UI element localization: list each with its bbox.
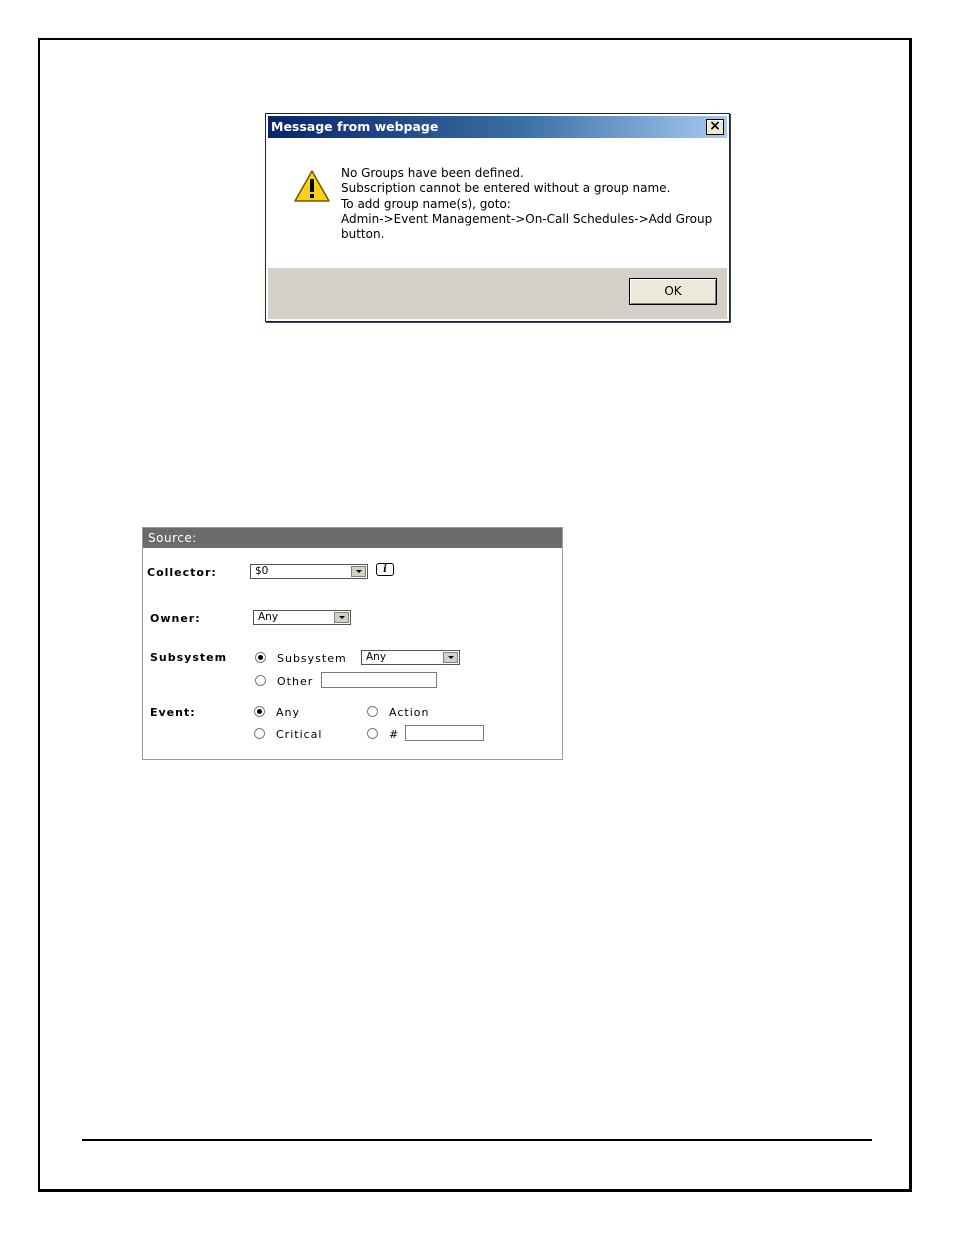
event-any-label: Any	[276, 706, 301, 719]
event-any-radio[interactable]	[254, 706, 265, 717]
event-label: Event:	[150, 706, 196, 719]
owner-label: Owner:	[150, 612, 201, 625]
subsystem-radio[interactable]	[255, 652, 266, 663]
message-dialog	[265, 113, 730, 322]
panel-header: Source:	[143, 528, 562, 548]
dialog-message	[341, 166, 721, 242]
close-button[interactable]	[706, 119, 724, 135]
event-number-label: #	[389, 728, 400, 741]
event-action-radio[interactable]	[367, 706, 378, 717]
message-line: To add group name(s), goto:	[341, 196, 511, 211]
chevron-down-icon[interactable]	[443, 652, 458, 663]
event-number-radio[interactable]	[367, 728, 378, 739]
event-critical-label: Critical	[276, 728, 323, 741]
collector-select[interactable]	[250, 564, 368, 579]
chevron-down-icon[interactable]	[334, 612, 349, 623]
message-line: Subscription cannot be entered without a group name.	[341, 181, 671, 196]
message-line: No Groups have been defined.	[341, 166, 524, 180]
event-number-input[interactable]	[405, 725, 484, 741]
subsystem-label: Subsystem	[150, 651, 228, 664]
source-panel	[142, 527, 563, 760]
collector-label: Collector:	[147, 566, 217, 579]
footer-rule	[82, 1139, 872, 1141]
message-line: button.	[341, 227, 385, 242]
chevron-down-icon[interactable]	[351, 566, 366, 577]
info-icon[interactable]: i	[376, 563, 394, 576]
event-critical-radio[interactable]	[254, 728, 265, 739]
dialog-footer	[268, 268, 727, 319]
ok-button[interactable]: OK	[629, 278, 717, 305]
close-icon: ×	[709, 118, 721, 134]
collector-value: $0	[255, 565, 269, 577]
subsystem-option-label: Subsystem	[277, 652, 347, 665]
subsystem-value: Any	[366, 651, 387, 663]
dialog-title: Message from webpage	[271, 119, 439, 134]
warning-icon	[293, 169, 331, 203]
other-option-label: Other	[277, 675, 314, 688]
owner-value: Any	[258, 611, 279, 623]
other-input[interactable]	[321, 672, 437, 688]
event-action-label: Action	[389, 706, 430, 719]
message-line: Admin->Event Management->On-Call Schedules->Add Group	[341, 211, 713, 226]
owner-select[interactable]	[253, 610, 351, 625]
other-radio[interactable]	[255, 675, 266, 686]
subsystem-select[interactable]	[361, 650, 460, 665]
dialog-titlebar[interactable]	[268, 116, 727, 138]
